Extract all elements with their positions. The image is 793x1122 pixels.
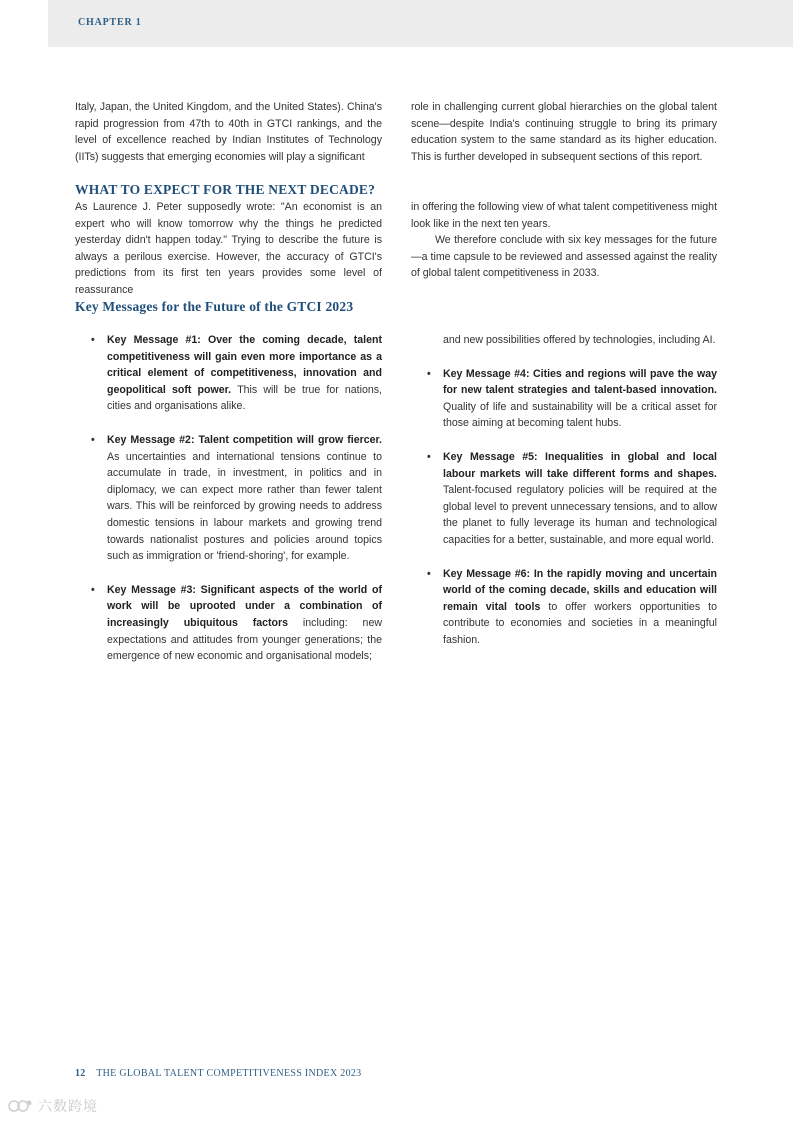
key-message-6-text: to offer workers opportunities to contribute to economies and societies in a meaningful fashion. bbox=[443, 600, 717, 646]
key-message-1-title: Key Message #1: Over the coming decade, talent competitiveness will gain even more importance as a critical element of competitiveness, innovation and geopolitical soft power. bbox=[107, 334, 382, 396]
bullet-icon: • bbox=[427, 450, 431, 463]
key-message-2-title: Key Message #2: Talent competition will grow fiercer. bbox=[107, 433, 382, 446]
key-message-5 bbox=[427, 449, 717, 549]
section-heading-key-messages: Key Messages for the Future of the GTCI 2023 bbox=[75, 299, 354, 314]
key-message-4-title: Key Message #4: Cities and regions will pave the way for new talent strategies and talent-based innovation. bbox=[443, 367, 717, 397]
expect-right-column bbox=[411, 199, 717, 282]
key-message-4 bbox=[427, 366, 717, 432]
bullet-icon: • bbox=[427, 367, 431, 380]
key-messages-list-left bbox=[91, 332, 382, 665]
expect-left-column bbox=[75, 199, 382, 299]
watermark-text: 六数跨境 bbox=[38, 1098, 98, 1114]
section-heading-next-decade: WHAT TO EXPECT FOR THE NEXT DECADE? bbox=[75, 182, 376, 197]
expect-left-text: As Laurence J. Peter supposedly wrote: "An economist is an expert who will know tomorrow why the things he predicted yesterday didn't happen today." Trying to describe the future is always a perilous exercise. However, the accuracy of GTCI's predictions from its first ten years provides some level of reassurance bbox=[75, 201, 382, 296]
bullet-icon: • bbox=[91, 433, 95, 446]
chapter-label: CHAPTER 1 bbox=[78, 17, 142, 28]
key-message-5-title: Key Message #5: Inequalities in global and local labour markets will take different forms and shapes. bbox=[443, 450, 717, 480]
key-message-3-title: Key Message #3: Significant aspects of the world of work will be uprooted under a combination of increasingly ubiquitous factors bbox=[107, 583, 382, 629]
key-message-3-text: including: new expectations and attitudes from younger generations; the emergence of new economic and organisational models; bbox=[107, 616, 382, 663]
watermark-logo-icon bbox=[8, 1098, 34, 1114]
key-message-1-text: This will be true for nations, cities and organisations alike. bbox=[107, 383, 382, 413]
report-title: THE GLOBAL TALENT COMPETITIVENESS INDEX 2023 bbox=[96, 1068, 362, 1079]
expect-right-text-1: in offering the following view of what talent competitiveness might look like in the next ten years. bbox=[411, 201, 718, 230]
key-message-6-title: Key Message #6: In the rapidly moving and uncertain world of the coming decade, skills and education will remain vital tools bbox=[443, 567, 717, 613]
watermark bbox=[8, 1096, 98, 1116]
bullet-icon: • bbox=[427, 567, 431, 580]
key-message-3 bbox=[91, 582, 382, 665]
intro-left-text: Italy, Japan, the United Kingdom, and the United States). China's rapid progression from 47th to 40th in GTCI rankings, and the level of excellence reached by Indian Institutes of Technology (IITs) suggests that emerging economies will play a significant bbox=[75, 101, 382, 163]
bullet-icon: • bbox=[91, 583, 95, 596]
key-message-4-text: Quality of life and sustainability will be a critical asset for those aiming at becoming talent hubs. bbox=[443, 400, 717, 430]
key-messages-left-column bbox=[91, 332, 382, 682]
page-number: 12 bbox=[75, 1068, 86, 1079]
key-message-2 bbox=[91, 432, 382, 565]
key-messages-list-right bbox=[427, 366, 717, 649]
bullet-icon: • bbox=[91, 334, 95, 346]
expect-right-text-2: We therefore conclude with six key messages for the future—a time capsule to be reviewed and assessed against the reality of global talent competitiveness in 2033. bbox=[411, 234, 717, 280]
key-message-5-text: Talent-focused regulatory policies will be required at the global level to prevent unnecessary tensions, and to allow the planet to fully leverage its human and technological capacities for a better, sustainable, and more equal world. bbox=[443, 484, 717, 546]
key-message-2-text: As uncertainties and international tensions continue to accumulate in trade, in investment, in politics and in diplomacy, we can expect more rather than fewer talent wars. This will be reinforced by growing needs to address domestic tensions in labour markets and growing trend towards nationalist postures and policies around topics such as immigration or 'friend-shoring', for example. bbox=[107, 450, 382, 563]
intro-left-column bbox=[75, 99, 382, 165]
key-messages-right-column bbox=[427, 332, 717, 666]
page-footer bbox=[75, 1068, 362, 1079]
intro-right-text: role in challenging current global hierarchies on the global talent scene—despite India's continuing struggle to bring its primary education system to the same standard as its higher education. This is further developed in subsequent sections of this report. bbox=[411, 101, 717, 163]
intro-right-column bbox=[411, 99, 717, 165]
key-message-1 bbox=[91, 332, 382, 415]
key-message-3-continued: and new possibilities offered by technologies, including AI. bbox=[443, 334, 716, 346]
chapter-header-band bbox=[48, 0, 793, 47]
key-message-6 bbox=[427, 566, 717, 649]
